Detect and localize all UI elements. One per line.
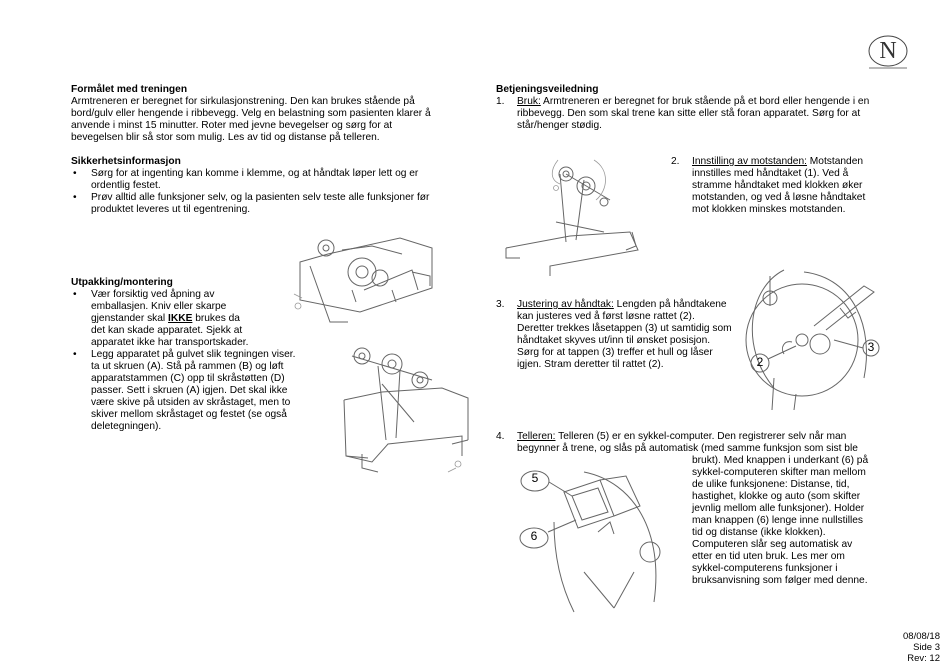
logo-letter: N [879, 38, 897, 64]
step-1-body [496, 96, 896, 132]
arm-trainer-drawing [500, 140, 670, 290]
step-2-label: Innstilling av motstanden: [692, 156, 807, 167]
purpose-text: Armtreneren er beregnet for sirkulasjonstrening. Den kan brukes stående på bord/gulv eller hengende i ribbevegg. Velg en belastning som pasienten klarer å anvende i minst 15 minutter. Roter med jevne bevegelser og sørg for at bevegelsen blir så stor som mulig. Les av tid og distanse på telleren. [71, 96, 431, 143]
step-1-number: 1. [496, 96, 505, 107]
step-4-number: 4. [496, 431, 505, 442]
step-1-label: Bruk: [517, 96, 541, 107]
step-4-text-head: Telleren (5) er en sykkel-computer. Den registrerer selv når man begynner å trene, og slås på automatisk (med samme funksjon som sist ble [517, 431, 858, 454]
step-3-body [496, 299, 746, 371]
safety-item-2: • Prøv alltid alle funksjoner selv, og la pasienten selv teste alle funksjoner før produktet leveres ut til egentrening. [71, 192, 451, 216]
stand-assembly-drawing [322, 336, 482, 476]
step-2-body [671, 156, 891, 216]
step-3 [496, 299, 746, 371]
callout-6: 6 [530, 529, 538, 543]
callout-2: 2 [756, 355, 764, 369]
step-2-text: Motstanden innstilles med håndtaket (1). Ved å stramme håndtaket med klokken øker motstanden, og ved å løsne håndtaket mot klokken minskes motstanden. [692, 156, 866, 215]
step-2 [671, 156, 891, 216]
operation-heading: Betjeningsveiledning [496, 84, 599, 95]
unpacking-item-1-before: Vær forsiktig ved åpning av emballasjen. Kniv eller skarpe gjenstander skal [91, 289, 227, 324]
brand-logo [866, 34, 910, 70]
safety-list [71, 168, 451, 216]
step-4-body [496, 431, 886, 455]
callout-5: 5 [531, 471, 539, 485]
step-1 [496, 96, 896, 132]
step-2-number: 2. [671, 156, 680, 167]
step-4-text-rest: brukt). Med knappen i underkant (6) på sykkel-computeren skifter man mellom de ulike funksjonene: Distanse, tid, hastighet, klokke og auto (som skifter jevnlig mellom alle funksjoner). Holder man knappen (6) lenge inne nullstilles tid og distanse (ikke klokken). Computeren slår seg automatisk av etter en tid uten bruk. Les mer om sykkel-computerens funksjoner i bruksanvisning som følger med denne. [692, 455, 869, 586]
footer-page: Side 3 [913, 642, 940, 653]
footer-revision: Rev: 12 [907, 653, 940, 664]
handle-adjustment-drawing [744, 268, 884, 412]
step-3-number: 3. [496, 299, 505, 310]
step-3-label: Justering av håndtak: [517, 299, 614, 310]
safety-item-1: • Sørg for at ingenting kan komme i klemme, og at håndtak løper lett og er ordentlig festet. [71, 168, 451, 192]
unpacking-list [71, 289, 321, 433]
unpacking-item-2: • Legg apparatet på gulvet slik tegningen viser. ta ut skruen (A). Stå på rammen (B) og løft apparatstammen (C) opp til skråstøtten (D) passer. Sett i skruen (A) igjen. Det skal ikke være skive på utsiden av skråstaget, men to skiver mellom skråstaget og festet (se også deletegningen). [71, 349, 321, 433]
unpacking-item-1 [71, 289, 321, 349]
safety-heading: Sikkerhetsinformasjon [71, 156, 181, 167]
step-3-text: Lengden på håndtakene kan justeres ved å først løsne rattet (2). Deretter trekkes låsetappen (3) ut samtidig som håndtaket skyves ut/inn til ønsket posisjon. Sørg for at tappen (3) treffer et hull og låser igjen. Stram deretter til rattet (2). [517, 299, 732, 370]
step-1-text: Armtreneren er beregnet for bruk stående på et bord eller hengende i en ribbevegg. Den som skal trene kan sitte eller stå foran apparatet. Sørg for at står/henger stødig. [517, 96, 870, 131]
unpacking-item-1-after: brukes da det kan skade apparatet. Sjekk at apparatet ikke har transportskader. [91, 313, 249, 348]
step-4-label: Telleren: [517, 431, 556, 442]
unpacking-heading: Utpakking/montering [71, 277, 173, 288]
unpacking-item-1-emphasis: IKKE [168, 313, 193, 324]
page-footer [860, 631, 940, 664]
step-4 [496, 431, 886, 455]
footer-date: 08/08/18 [903, 631, 940, 642]
frame-assembly-drawing [292, 230, 452, 330]
purpose-heading: Formålet med treningen [71, 84, 188, 95]
callout-3: 3 [867, 340, 875, 354]
